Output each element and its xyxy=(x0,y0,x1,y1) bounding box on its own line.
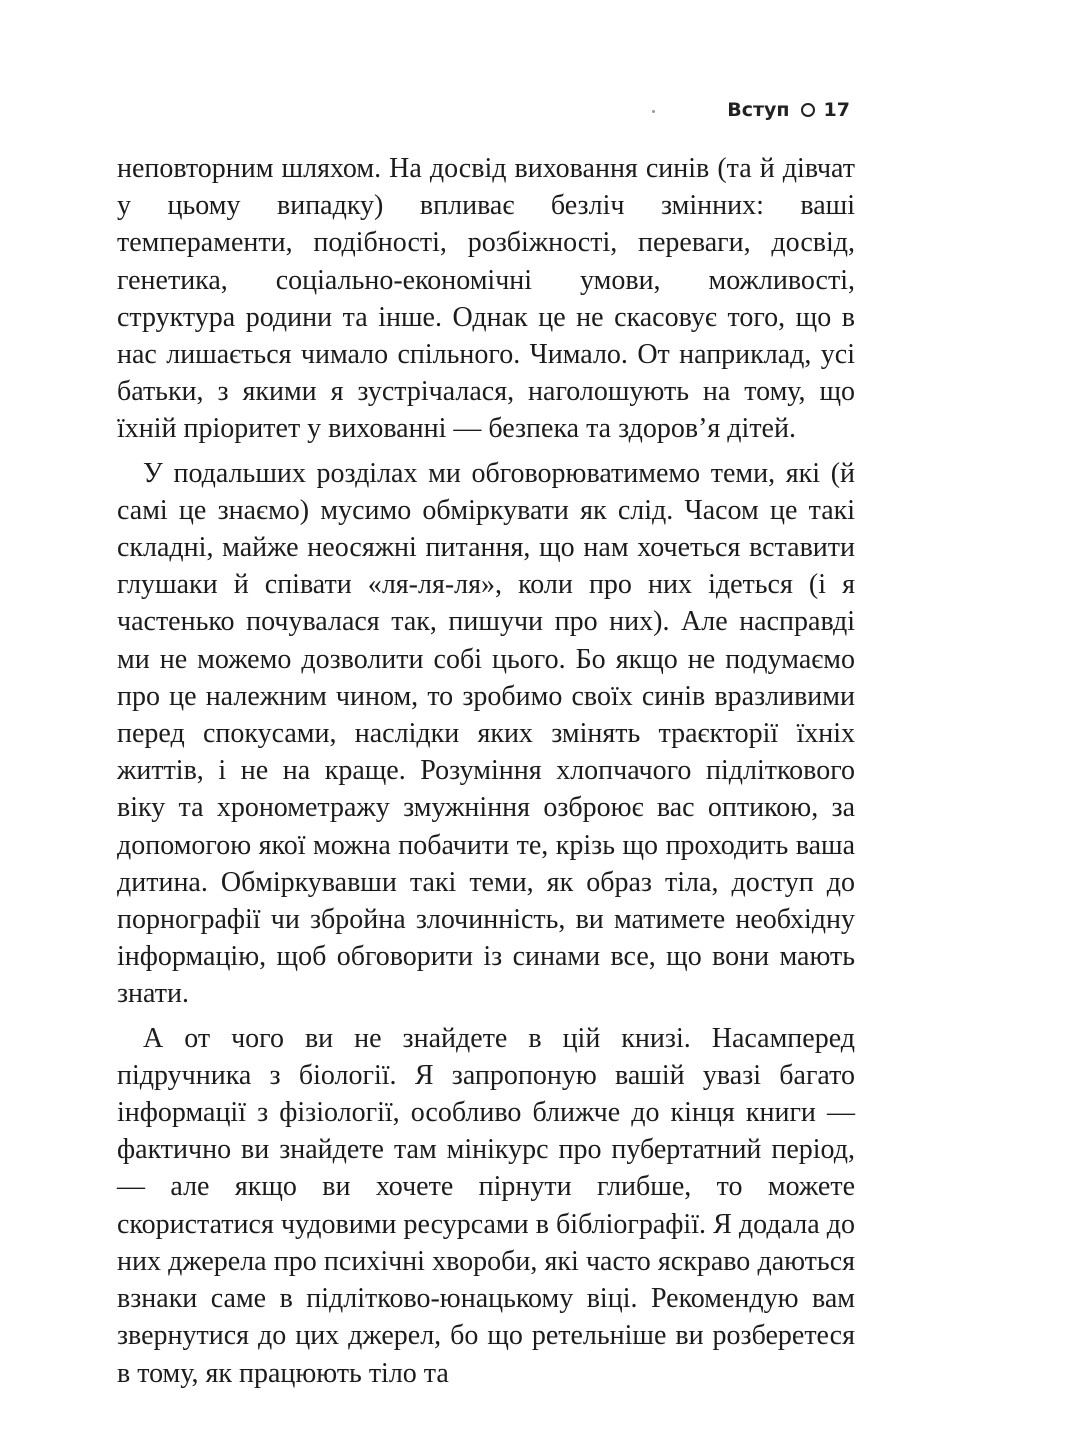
paragraph-1: неповторним шляхом. На досвід виховання синів (та й дівчат у цьому випадку) впливає безліч змінних: ваші темпераменти, подібності, розбіжності, переваги, досвід, генетика, соціально-економічні умови, можливості, структура родини та інше. Однак це не скасовує того, що в нас лишається чимало спільного. Чимало. От наприклад, усі батьки, з якими я зустрічалася, наголошують на тому, що їхній пріоритет у вихованні — безпека та здоров’я дітей. xyxy=(117,153,855,445)
scan-speck xyxy=(652,110,655,113)
chapter-title: Вступ xyxy=(727,99,790,121)
running-header xyxy=(0,90,1080,130)
paragraph-3: А от чого ви не знайдете в цій книзі. Насамперед підручника з біології. Я запропоную вашій увазі багато інформації з фізіології, особливо ближче до кінця книги — фактично ви знайдете там мінікурс про пубертатний період, — але якщо ви хочете пірнути глибше, то можете скористатися чудовими ресурсами в бібліографії. Я додала до них джерела про психічні хвороби, які часто яскраво даються взнаки саме в підлітково-юнацькому віці. Рекомендую вам звернутися до цих джерел, бо що ретельніше ви розберетеся в тому, як працюють тіло та xyxy=(117,1022,855,1389)
body-text xyxy=(117,150,855,1399)
ring-icon xyxy=(801,103,815,117)
paragraph-2: У подальших розділах ми обговорюватимемо теми, які (й самі це знаємо) мусимо обміркувати як слід. Часом це такі складні, майже неосяжні питання, що нам хочеться вставити глушаки й співати «ля-ля-ля», коли про них ідеться (і я частенько почувалася так, пишучи про них). Але насправді ми не можемо дозволити собі цього. Бо якщо не подумаємо про це належним чином, то зробимо своїх синів вразливими перед спокусами, наслідки яких змінять траєкторії їхніх життів, і не на краще. Розуміння хлопчачого підліткового віку та хронометражу змужніння озброює вас оптикою, за допомогою якої можна побачити те, крізь що проходить ваша дитина. Обміркувавши такі теми, як образ тіла, доступ до порнографії чи збройна злочинність, ви матимете необхідну інформацію, щоб обговорити із синами все, що вони мають знати. xyxy=(117,457,855,1010)
page-number: 17 xyxy=(823,99,850,121)
